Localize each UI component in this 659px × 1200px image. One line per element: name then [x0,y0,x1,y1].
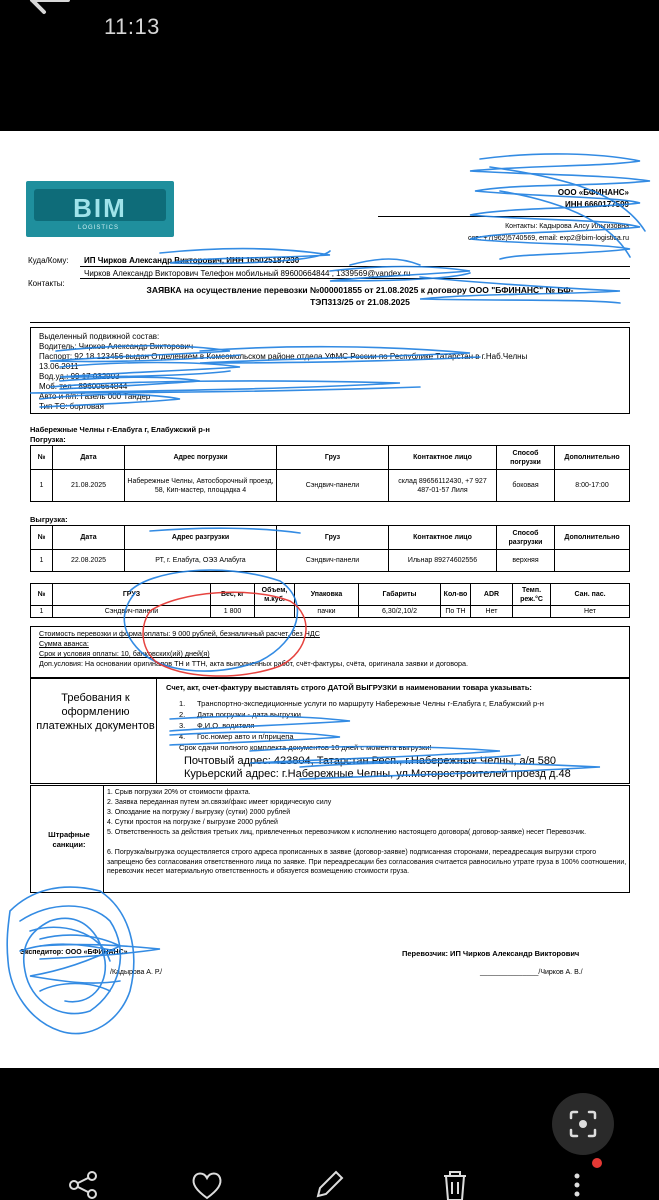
vehicle-type: Тип ТС: бортовая [39,402,104,411]
requirements-title: Счет, акт, счет-фактуру выставлять строго ДАТОЙ ВЫГРУЗКИ в наименовании товара указывать: [166,683,532,692]
company-contacts [309,221,629,245]
logo-subtext: LOGISTICS [78,225,120,231]
logo-text: BIM [73,193,127,223]
document-page [0,131,659,1068]
notification-dot [592,1158,602,1168]
cargo-table [30,583,630,618]
requirements-box [30,678,630,784]
vehicle-auto: Авто и п/п: Газель 000 Тандер [39,392,151,401]
company-header [558,187,629,211]
table-cell: 1 [31,470,53,502]
clock: 11:13 [104,14,160,39]
col-header: Контактное лицо [389,526,497,550]
table-cell: Набережные Челны, Автосборочный проезд, 58, Кип-мастер, площадка 4 [125,470,277,502]
table-cell: 1 [31,606,53,618]
title-line-2: ТЭП313/25 от 21.08.2025 [310,297,410,307]
requirement-item: 4. Гос.номер авто и п/прицепа [179,732,294,741]
unloading-table [30,525,630,572]
company-contact-phone: сот.: +7(962)5740569, email: exp2@bim-logistica.ru [467,235,629,242]
table-cell: Ильнар 89274602556 [389,550,497,572]
col-header: Дополнительно [555,526,630,550]
unloading-label: Выгрузка: [30,515,68,524]
table-cell: 6,30/2,10/2 [359,606,441,618]
courier-address: Курьерский адрес: г.Набережные Челны, ул.Моторостроителей проезд д.48 [184,768,571,780]
postal-address: Почтовый адрес: 423804, Татарстан Респ., г.Набережные Челны, а/я 580 [184,755,557,767]
col-header: Объем, м.куб. [255,584,295,606]
col-header: Способ погрузки [497,446,555,470]
divider [30,322,630,323]
col-header: Дополнительно [555,446,630,470]
col-header: Упаковка [295,584,359,606]
payment-terms: Срок и условия оплаты: 10, банковских(ий) дней(я) [39,649,210,658]
vehicle-phone: Моб. тел.: 89600664844 [39,382,128,391]
col-header: Способ разгрузки [497,526,555,550]
company-name: ООО «БФИНАНС» [557,188,629,197]
col-header: Темп. реж.°С [513,584,551,606]
table-cell [555,550,630,572]
requirements-label: Требования к оформлению платежных документов [36,692,155,732]
forwarder-signature-label: Экспедитор: ООО «БФИНАНС» [20,949,128,956]
loading-label: Погрузка: [30,435,66,444]
vehicle-driver: Водитель: Чирков Александр Викторович [39,342,193,351]
vehicle-license: Вод.уд.: 99 17 032903 [39,372,120,381]
bottom-toolbar [0,1068,659,1200]
col-header: ГРУЗ [53,584,211,606]
table-cell: Сэндвич-панели [277,470,389,502]
lens-button[interactable] [552,1093,614,1155]
more-icon[interactable] [560,1168,594,1200]
table-cell: 1 800 [211,606,255,618]
table-cell: 1 [31,550,53,572]
vehicle-box [30,327,630,414]
col-header: Дата [53,526,125,550]
col-header: ADR [471,584,513,606]
penalties-box [30,785,630,893]
requirement-item: 1. Транспортно-экспедиционные услуги по маршруту Набережные Челны г-Елабуга г, Елабужский р-н [179,699,544,708]
col-header: Кол-во [441,584,471,606]
edit-icon[interactable] [312,1168,346,1200]
penalties-label: Штрафные санкции: [48,830,90,849]
col-header: Дата [53,446,125,470]
table-cell: Сэндвич-панели [53,606,211,618]
col-header: Адрес разгрузки [125,526,277,550]
table-cell: Нет [471,606,513,618]
col-header: Вес, кг [211,584,255,606]
company-logo [26,181,174,237]
requirements-deadline: Срок сдачи полного комплекта документов 10 дней с момента выгрузки! [179,743,432,752]
lens-icon [567,1108,599,1140]
contacts-value: Чирков Александр Викторович Телефон мобильный 89600664844 , 1339569@yandex.ru [84,269,411,278]
col-header: Габариты [359,584,441,606]
table-cell: Сэндвич-панели [277,550,389,572]
penalty-item: 4. Сутки простоя на погрузке / выгрузке 2000 рублей [107,819,278,826]
table-cell [513,606,551,618]
table-cell: склад 89656112430, +7 927 487-01-57 Лиля [389,470,497,502]
divider [80,266,630,267]
carrier-signature-name: _______________/Чирков А. В./ [480,969,583,976]
table-cell: РТ, г. Елабуга, ОЭЗ Алабуга [125,550,277,572]
requirement-item: 3. Ф.И.О. водителя [179,721,255,730]
table-cell: 8:00-17:00 [555,470,630,502]
contacts-label: Контакты: [28,279,65,288]
additional-conditions: Доп.условия: На основании оригиналов ТН и ТТН, акта выполненных работ, счёт-фактуры, счёта, оригинала заявки и договора. [39,659,469,668]
payment-cost: Стоимость перевозки и форма оплаты: 9 000 рублей, безналичный расчет, без НДС [39,629,320,638]
table-cell: боковая [497,470,555,502]
share-icon[interactable] [66,1168,100,1200]
col-header: № [31,446,53,470]
carrier-signature-label: Перевозчик: ИП Чирков Александр Викторович [402,949,580,958]
requirement-item: 2. Дата погрузки - дата выгрузки [179,710,301,719]
col-header: № [31,526,53,550]
vehicle-passport: Паспорт: 92 18 123456 выдан Отделением в Комсомольском районе отдела УФМС России по Республике Татарстан в г.Наб.Челны [39,352,528,361]
col-header: № [31,584,53,606]
route-title: Набережные Челны г-Елабуга г, Елабужский р-н [30,425,210,434]
vehicle-label: Выделенный подвижной состав: [39,332,160,341]
status-bar [0,0,659,130]
heart-icon[interactable] [190,1168,224,1200]
advance-amount: Сумма аванса: [39,639,89,648]
forwarder-signature-name: /Кадырова А. Р./ [110,969,163,976]
requirements-label-cell [34,679,157,783]
col-header: Адрес погрузки [125,446,277,470]
payment-conditions-box [30,626,630,678]
title-line-1: ЗАЯВКА на осуществление перевозки №000001855 от 21.08.2025 к договору ООО "БФИНАНС" № БФ- [146,285,574,295]
table-cell: По ТН [441,606,471,618]
penalty-item: 6. Погрузка/выгрузка осуществляется строго адреса прописанных в заявке (договор-заявке) подписанная сторонами, переадресация выгрузки строго запрещено без согласования ответственного лица по заявке. При переадресации без согласования считается равносильно утрате груза в 100% соотношении, перевозчик несет материальную ответственность и обязуется возмещению стоимости груза. [107,849,627,875]
penalty-item: 2. Заявка переданная путем эл.связи/факс имеет юридическую силу [107,799,332,806]
delete-icon[interactable] [438,1168,472,1200]
company-contact-person: Контакты: Кадырова Алсу Ильгизовна [505,223,629,230]
table-cell: пачки [295,606,359,618]
to-value: ИП Чирков Александр Викторович, ИНН 165025187230 [84,256,300,265]
penalties-label-cell [34,786,104,892]
col-header: Груз [277,446,389,470]
penalty-item: 5. Ответственность за действия третьих лиц, привлеченных перевозчиком к исполнению настоящего договора( договор-заявке) несет Перевозчик. [107,829,587,836]
col-header: Сан. пас. [551,584,630,606]
divider [80,278,630,279]
table-cell: 22.08.2025 [53,550,125,572]
loading-table [30,445,630,502]
table-cell: верхняя [497,550,555,572]
col-header: Груз [277,526,389,550]
penalty-item: 1. Срыв погрузки 20% от стоимости фрахта. [107,789,251,796]
divider [378,216,630,217]
penalty-item: 3. Опоздание на погрузку / выгрузку (сутки) 2000 рублей [107,809,291,816]
col-header: Контактное лицо [389,446,497,470]
back-arrow-icon[interactable] [28,0,72,22]
page-title [90,284,630,308]
table-cell: Нет [551,606,630,618]
table-cell: 21.08.2025 [53,470,125,502]
table-cell [255,606,295,618]
company-inn: ИНН 6660177599 [564,200,629,209]
vehicle-passport-date: 13.06.2011 [39,362,79,371]
to-label: Куда/Кому: [28,256,69,265]
